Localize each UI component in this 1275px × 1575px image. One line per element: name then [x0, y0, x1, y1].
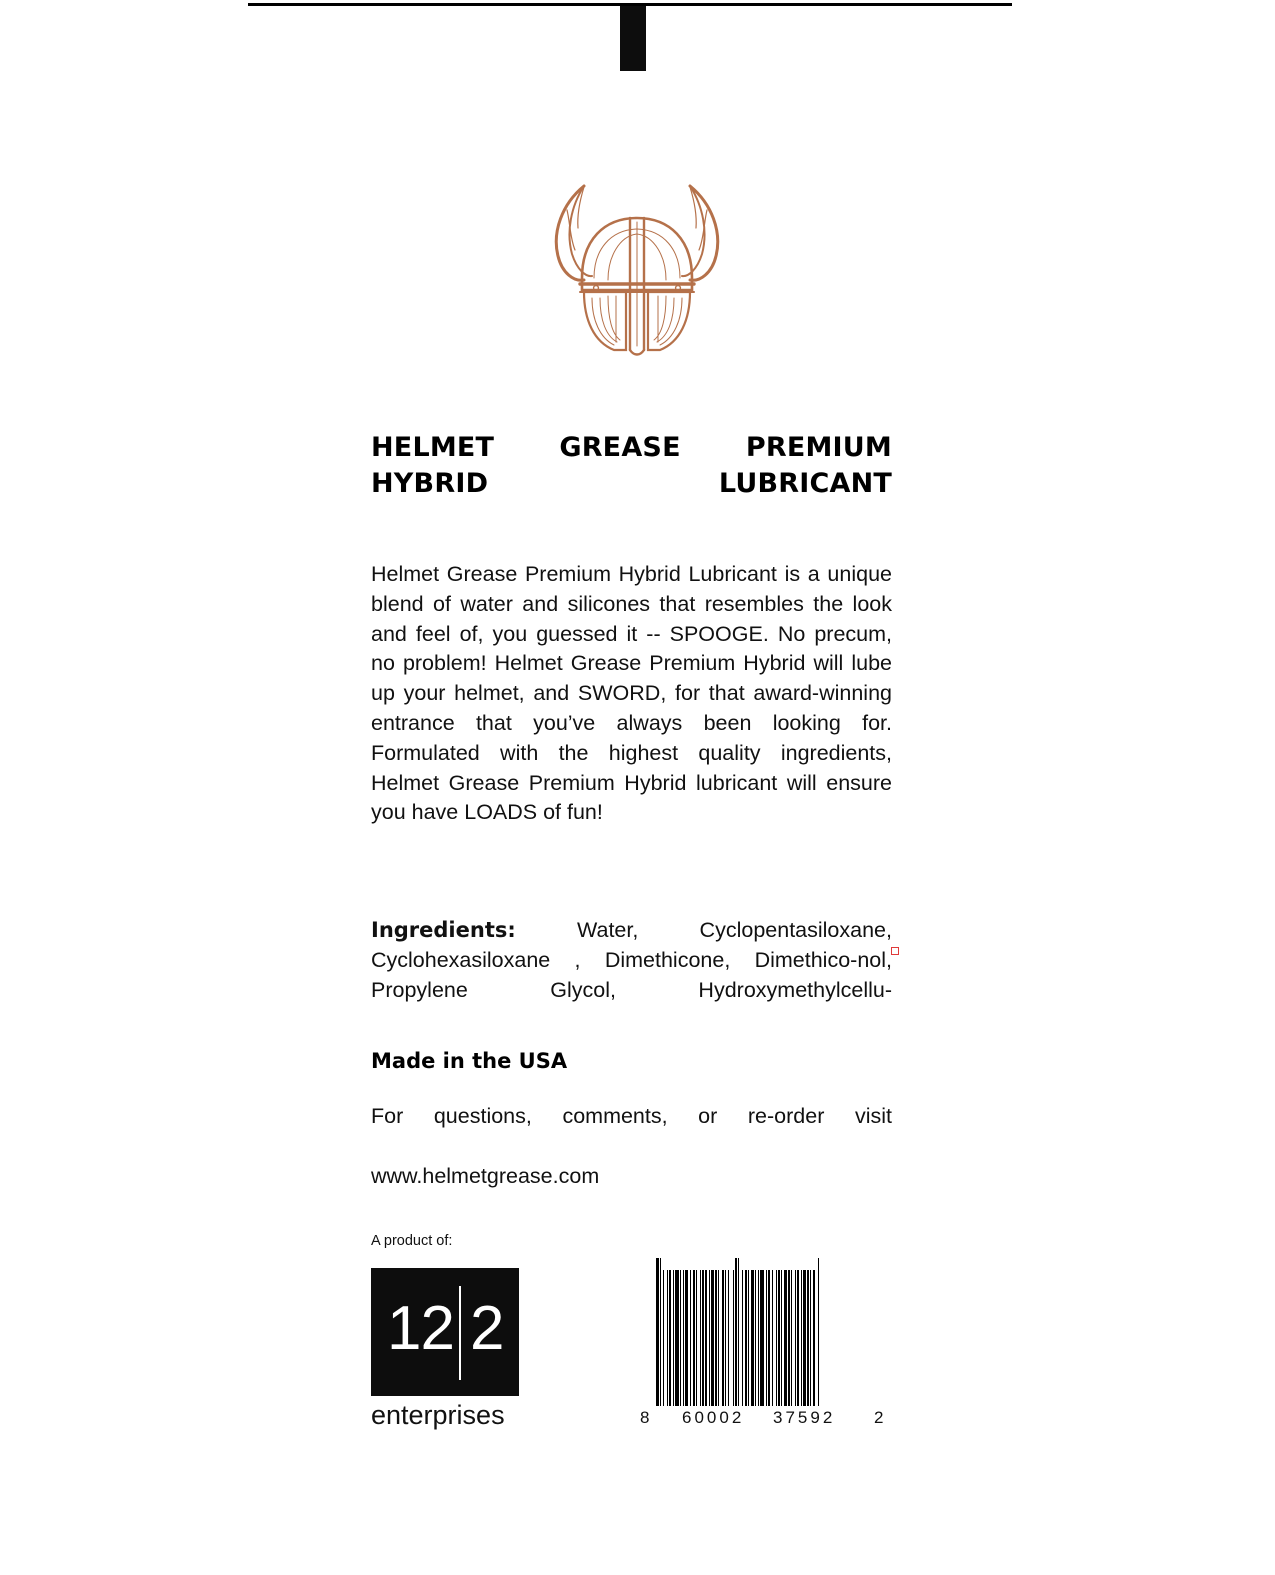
brand-divider: [459, 1286, 461, 1380]
barcode-digit-right: 2: [874, 1408, 884, 1427]
red-overflow-marker-icon: [891, 947, 899, 955]
website-url[interactable]: www.helmetgrease.com: [371, 1163, 600, 1188]
brand-word: enterprises: [371, 1400, 505, 1430]
product-description: Helmet Grease Premium Hybrid Lubricant is a unique blend of water and silicones that resembles the look and feel of, you guessed it -- SPOOGE. No precum, no problem! Helmet Grease Premium Hybrid will lube up your helmet, and SWORD, for that award-winning entrance that you’ve always been looking for. Formulated with the highest quality ingredients, Helmet Grease Premium Hybrid lubricant will ensure you have LOADS of fun!: [371, 562, 892, 825]
made-in-usa: Made in the USA: [371, 1049, 568, 1074]
barcode: [640, 1258, 892, 1430]
brand-block: [371, 1268, 519, 1431]
hang-hole-tab: [620, 6, 646, 71]
viking-helmet-logo: [507, 160, 767, 380]
brand-number-left: 12: [387, 1294, 454, 1363]
barcode-digits: [640, 1408, 892, 1430]
contact-info: [371, 1102, 892, 1191]
ingredients-list: Water, Cyclopentasiloxane, Cyclohexasiloxane , Dimethicone, Dimethico-nol, Propylene Glycol, Hydroxymethylcellu-: [371, 918, 892, 1002]
product-of-label: A product of:: [371, 1233, 453, 1249]
ingredients-label: Ingredients:: [371, 918, 516, 943]
barcode-digit-left: 8: [640, 1408, 650, 1427]
contact-line-1: For questions, comments, or re-order visit: [371, 1104, 892, 1129]
barcode-digit-group-1: 60002: [682, 1408, 745, 1427]
page-title: HELMET GREASE PREMIUM HYBRID LUBRICANT: [371, 432, 892, 499]
barcode-digit-group-2: 37592: [773, 1408, 836, 1427]
barcode-bars: [656, 1258, 892, 1406]
label-content: [371, 430, 892, 1192]
brand-logo-mark: [371, 1268, 519, 1396]
ingredients-paragraph: [371, 916, 892, 1035]
brand-number-right: 2: [470, 1294, 505, 1363]
